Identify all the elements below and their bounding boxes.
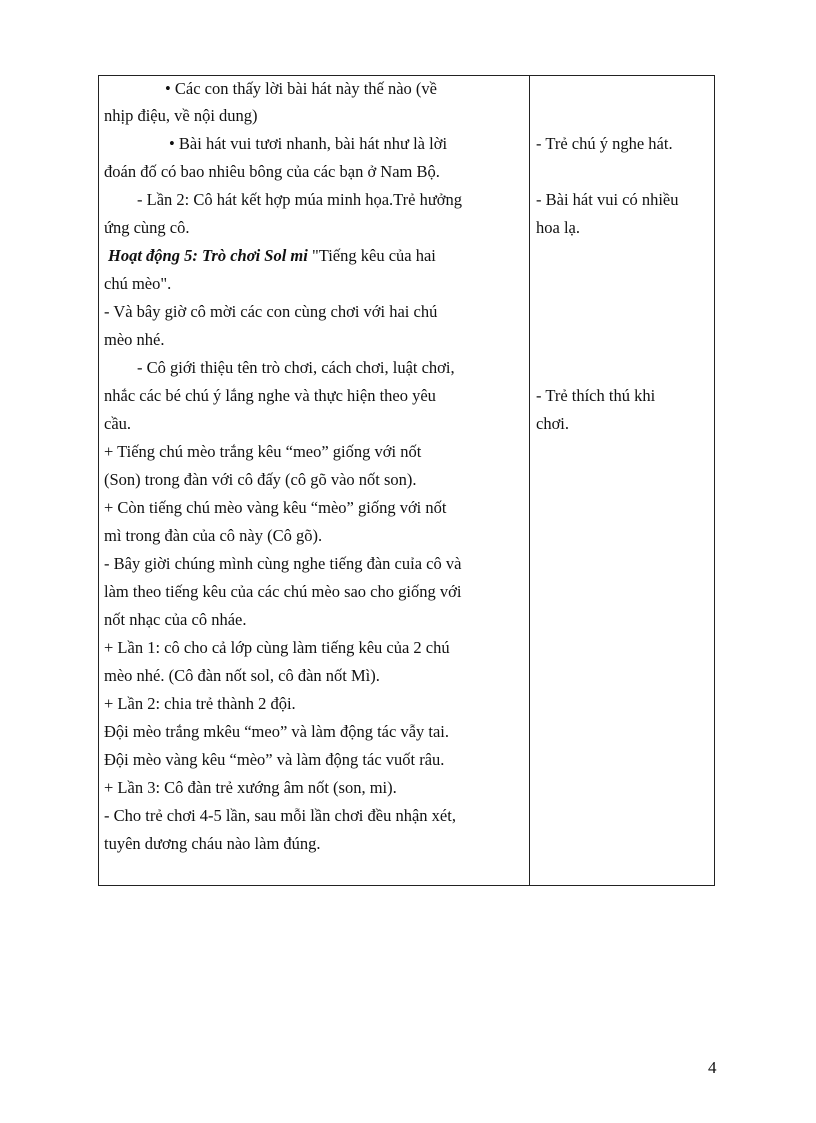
activity-heading-rest: "Tiếng kêu của hai bbox=[307, 246, 436, 265]
child-text-line: - Trẻ thích thú khi bbox=[536, 386, 656, 405]
teacher-text-line: nốt nhạc của cô nháe. bbox=[104, 610, 247, 629]
teacher-text-line: làm theo tiếng kêu của các chú mèo sao cho giống với bbox=[104, 582, 462, 601]
teacher-text-line: • Các con thấy lời bài hát này thế nào (về bbox=[165, 79, 437, 98]
teacher-text-line: + Lần 1: cô cho cả lớp cùng làm tiếng kêu của 2 chú bbox=[104, 638, 450, 657]
teacher-text-line: nhắc các bé chú ý lắng nghe và thực hiện theo yêu bbox=[104, 386, 436, 405]
child-text-line: chơi. bbox=[536, 414, 570, 433]
teacher-text-line: - Cô giới thiệu tên trò chơi, cách chơi, luật chơi, bbox=[137, 358, 455, 377]
teacher-text-line: - Bây giời chúng mình cùng nghe tiếng đàn cuỉa cô và bbox=[104, 554, 462, 573]
teacher-text-line: - Lần 2: Cô hát kết hợp múa minh họa.Trẻ hưởng bbox=[137, 190, 463, 209]
teacher-text-line: mì trong đàn của cô này (Cô gõ). bbox=[104, 526, 323, 545]
teacher-text-line: Đội mèo trắng mkêu “meo” và làm động tác vẫy tai. bbox=[104, 722, 450, 741]
teacher-text-line: (Son) trong đàn với cô đấy (cô gõ vào nốt son). bbox=[104, 470, 417, 489]
child-text-line: hoa lạ. bbox=[536, 218, 580, 237]
page-number: 4 bbox=[708, 1058, 717, 1077]
teacher-text-line: + Lần 2: chia trẻ thành 2 đội. bbox=[104, 694, 296, 713]
teacher-text-line bbox=[108, 246, 436, 266]
activity-heading: Hoạt động 5: Trò chơi Sol mi bbox=[108, 246, 308, 265]
teacher-text-line: Đội mèo vàng kêu “mèo” và làm động tác vuốt râu. bbox=[104, 750, 445, 769]
teacher-text-line: tuyên dương cháu nào làm đúng. bbox=[104, 834, 321, 853]
child-text-line: - Bài hát vui có nhiều bbox=[536, 190, 679, 209]
child-text-line: - Trẻ chú ý nghe hát. bbox=[536, 134, 673, 153]
child-activity-column bbox=[530, 76, 714, 885]
teacher-text-line: + Tiếng chú mèo trắng kêu “meo” giống với nốt bbox=[104, 442, 422, 461]
teacher-text-line: mèo nhé. (Cô đàn nốt sol, cô đàn nốt Mì). bbox=[104, 666, 380, 685]
teacher-text-line: chú mèo". bbox=[104, 274, 172, 293]
teacher-text-line: mèo nhé. bbox=[104, 330, 165, 349]
teacher-text-line: + Lần 3: Cô đàn trẻ xướng âm nốt (son, mi). bbox=[104, 778, 397, 797]
teacher-text-line: đoán đố có bao nhiêu bông của các bạn ở Nam Bộ. bbox=[104, 162, 440, 181]
teacher-text-line: nhịp điệu, về nội dung) bbox=[104, 106, 258, 125]
teacher-text-line: - Cho trẻ chơi 4-5 lần, sau mỗi lần chơi đều nhận xét, bbox=[104, 806, 456, 825]
teacher-text-line: - Và bây giờ cô mời các con cùng chơi với hai chú bbox=[104, 302, 438, 321]
teacher-text-line: ứng cùng cô. bbox=[104, 218, 190, 237]
teacher-text-line: • Bài hát vui tươi nhanh, bài hát như là lời bbox=[169, 134, 448, 153]
teacher-activity-column bbox=[99, 76, 530, 885]
activity-table bbox=[98, 75, 715, 886]
teacher-text-line: + Còn tiếng chú mèo vàng kêu “mèo” giống với nốt bbox=[104, 498, 447, 517]
teacher-text-line: cầu. bbox=[104, 414, 132, 433]
